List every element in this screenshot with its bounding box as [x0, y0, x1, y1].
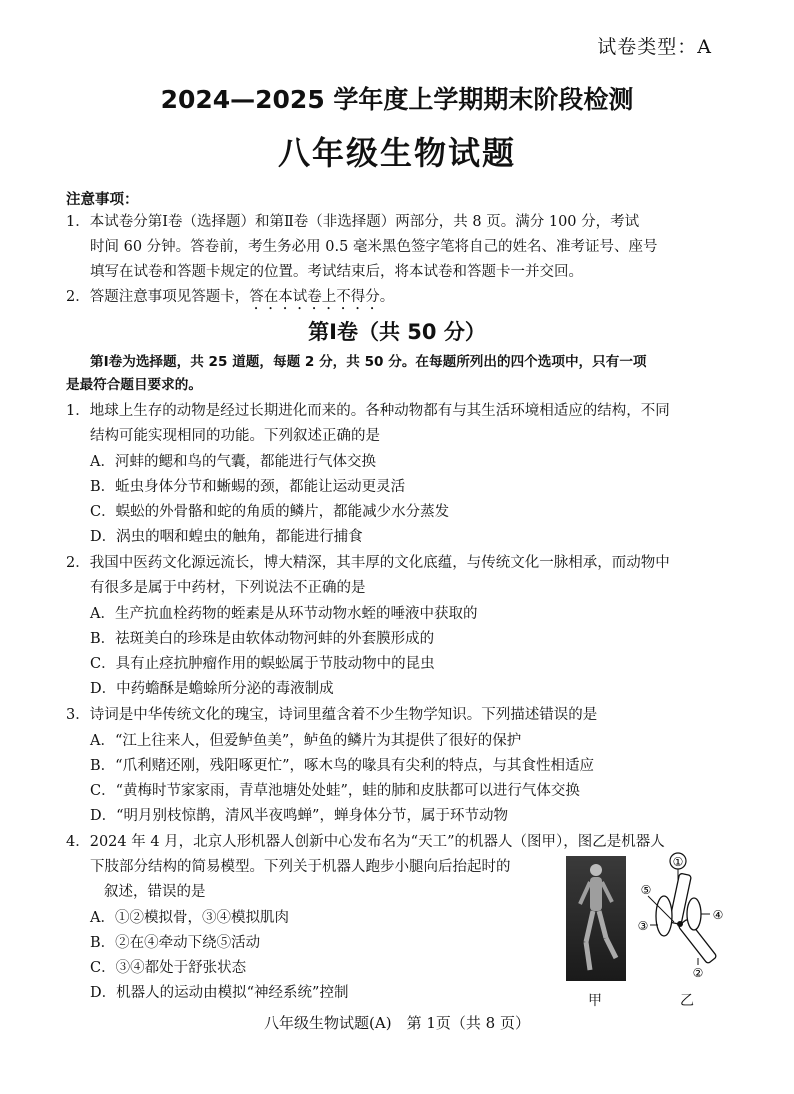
notes-item-1-line-3: 填写在试卷和答题卡规定的位置。考试结束后，将本试卷和答题卡一并交回。	[90, 264, 583, 280]
question-2-stem-line-2: 有很多是属于中药材，下列说法不正确的是	[90, 580, 366, 596]
label-1: ①	[672, 855, 684, 869]
label-2: ②	[692, 966, 704, 980]
page-footer: 八年级生物试题(A) 第 1页（共 8 页）	[264, 1014, 530, 1032]
limb-model-diagram	[628, 850, 728, 984]
question-4-stem-line-2: 下肢部分结构的简易模型。下列关于机器人跑步小腿向后抬起时的	[90, 859, 511, 875]
section-intro-line-1: 第Ⅰ卷为选择题，共 25 道题，每题 2 分，共 50 分。在每题所列出的四个选项中，只有一项	[90, 354, 647, 370]
question-4-stem-line-1: 4．2024 年 4 月，北京人形机器人创新中心发布名为“天工”的机器人（图甲），图乙是机器人	[66, 834, 665, 850]
question-1-option-c: C．蜈蚣的外骨骼和蛇的角质的鳞片，都能减少水分蒸发	[90, 504, 450, 520]
notes-heading: 注意事项：	[66, 192, 139, 208]
question-4-option-b: B．②在④牵动下绕⑤活动	[90, 935, 261, 951]
question-3-option-c: C．“黄梅时节家家雨，青草池塘处处蛙”，蛙的肺和皮肤都可以进行气体交换	[90, 783, 580, 799]
notes-item-2-prefix: 2．答题注意事项见答题卡，	[66, 289, 250, 305]
label-5: ⑤	[640, 883, 652, 897]
figure-a-caption: 甲	[588, 993, 602, 1009]
question-3-option-a: A．“江上往来人，但爱鲈鱼美”，鲈鱼的鳞片为其提供了很好的保护	[90, 733, 522, 749]
question-2-stem-line-1: 2．我国中医药文化源远流长，博大精深，其丰厚的文化底蕴，与传统文化一脉相承，而动物中	[66, 555, 670, 571]
question-1-stem-line-2: 结构可能实现相同的功能。下列叙述正确的是	[90, 428, 380, 444]
question-4-option-c: C．③④都处于舒张状态	[90, 960, 247, 976]
section-title: 第Ⅰ卷（共 50 分）	[308, 320, 486, 344]
question-3-option-b: B．“爪利赌还刚，残阳啄更忙”，啄木鸟的喙具有尖利的特点，与其食性相适应	[90, 758, 594, 774]
question-2-option-d: D．中药蟾酥是蟾蜍所分泌的毒液制成	[90, 681, 334, 697]
question-1-option-a: A．河蚌的鳃和鸟的气囊，都能进行气体交换	[90, 454, 376, 470]
question-2-option-b: B．祛斑美白的珍珠是由软体动物河蚌的外套膜形成的	[90, 631, 435, 647]
notes-item-2-emphasis: 答在本试卷上不得分	[249, 289, 380, 305]
label-4: ④	[712, 908, 724, 922]
notes-item-1-line-2: 时间 60 分钟。答卷前，考生务必用 0.5 毫米黑色签字笔将自己的姓名、准考证号、座号	[90, 239, 658, 255]
figure-b-caption: 乙	[680, 993, 694, 1009]
question-3-stem: 3．诗词是中华传统文化的瑰宝，诗词里蕴含着不少生物学知识。下列描述错误的是	[66, 707, 598, 723]
section-intro-line-2: 是最符合题目要求的。	[66, 377, 202, 393]
notes-item-2	[66, 285, 394, 313]
exam-type-label: 试卷类型：A	[597, 36, 712, 58]
question-2-option-a: A．生产抗血栓药物的蛭素是从环节动物水蛭的唾液中获取的	[90, 606, 478, 622]
notes-item-2-suffix: 。	[379, 289, 395, 305]
robot-silhouette-icon	[566, 856, 626, 981]
robot-photo	[566, 856, 626, 981]
question-3-option-d: D．“明月别枝惊鹊，清风半夜鸣蝉”，蝉身体分节，属于环节动物	[90, 808, 508, 824]
question-1-stem-line-1: 1．地球上生存的动物是经过长期进化而来的。各种动物都有与其生活环境相适应的结构，不同	[66, 403, 670, 419]
exam-title: 2024—2025 学年度上学期期末阶段检测	[160, 85, 634, 114]
notes-item-1-line-1: 1．本试卷分第Ⅰ卷（选择题）和第Ⅱ卷（非选择题）两部分，共 8 页。满分 100 分，考试	[66, 214, 640, 230]
question-1-option-d: D．涡虫的咽和蝗虫的触角，都能进行捕食	[90, 529, 363, 545]
question-4-stem-line-3: 叙述，错误的是	[104, 884, 206, 900]
question-4-option-a: A．①②模拟骨，③④模拟肌肉	[90, 910, 289, 926]
exam-subject-title: 八年级生物试题	[277, 134, 516, 172]
label-3: ③	[637, 919, 649, 933]
question-4-option-d: D．机器人的运动由模拟“神经系统”控制	[90, 985, 349, 1001]
question-1-option-b: B．蚯虫身体分节和蜥蜴的颈，都能让运动更灵活	[90, 479, 406, 495]
question-2-option-c: C．具有止痉抗肿瘤作用的蜈蚣属于节肢动物中的昆虫	[90, 656, 435, 672]
